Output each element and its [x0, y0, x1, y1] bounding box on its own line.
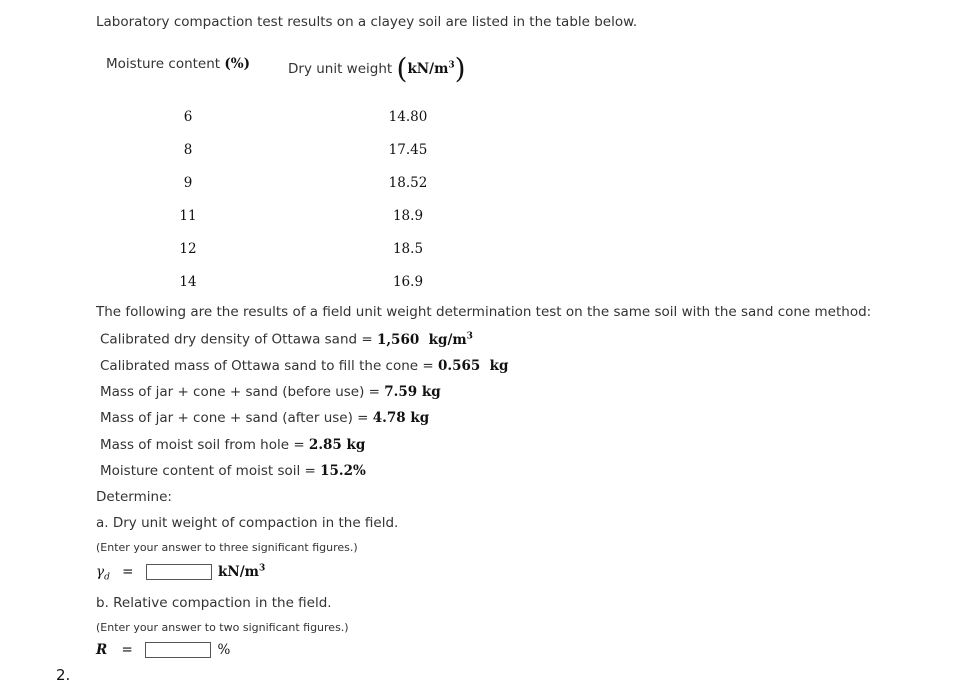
row-3-moisture: 9 [183, 175, 193, 191]
row-2-weight: 17.45 [388, 142, 428, 158]
row-2-moisture: 8 [183, 142, 193, 158]
field-mc-value: 15.2% [320, 463, 366, 479]
unit-m: /m [429, 61, 449, 78]
determine-label: Determine: [96, 489, 172, 505]
part-a-unit-exp: 3 [258, 563, 266, 573]
row-4-weight: 18.9 [392, 208, 424, 224]
row-1-weight: 14.80 [388, 109, 428, 125]
gamma-symbol: γ [96, 563, 105, 580]
field-mc-label: Moisture content of moist soil = [100, 463, 321, 479]
intro-text: Laboratory compaction test results on a clayey soil are listed in the table below. [96, 14, 638, 30]
density-unit: kg/m [428, 331, 467, 348]
col-header-moisture [106, 56, 250, 72]
relative-compaction-input[interactable] [145, 642, 211, 658]
field-moist-line [100, 437, 365, 453]
row-1-moisture: 6 [183, 109, 193, 125]
density-exp: 3 [466, 331, 473, 341]
right-paren: ) [454, 52, 466, 85]
density-number: 1,560 [376, 331, 420, 348]
part-a-symbol [96, 563, 110, 583]
row-3-weight: 18.52 [388, 175, 428, 191]
part-a-unit-text: kN/m [218, 563, 259, 580]
field-density-value [377, 332, 473, 348]
field-cone-line [100, 358, 508, 374]
col-header-weight-unit [407, 61, 454, 77]
part-b-label: b. Relative compaction in the field. [96, 595, 332, 611]
part-a-label: a. Dry unit weight of compaction in the field. [96, 515, 399, 531]
row-5-weight: 18.5 [392, 241, 424, 257]
row-4-moisture: 11 [179, 208, 197, 224]
field-mc-line [100, 463, 366, 479]
field-before-value: 7.59 kg [384, 384, 441, 400]
field-moist-label: Mass of moist soil from hole = [100, 437, 309, 453]
part-a-hint: (Enter your answer to three significant figures.) [96, 541, 358, 554]
field-cone-label: Calibrated mass of Ottawa sand to fill the cone = [100, 358, 438, 374]
gamma-subscript: d [104, 572, 110, 583]
field-after-line [100, 410, 429, 426]
col-header-weight [288, 52, 466, 85]
cone-unit: kg [489, 358, 509, 374]
part-b-hint: (Enter your answer to two significant figures.) [96, 621, 349, 634]
part-a-answer-row [96, 563, 265, 582]
field-cone-value [438, 358, 508, 374]
part-b-unit: % [217, 642, 231, 658]
col-header-weight-text: Dry unit weight [288, 61, 393, 77]
row-6-moisture: 14 [179, 274, 197, 290]
part-b-answer-row [96, 642, 230, 658]
part-a-equals: = [122, 563, 134, 580]
field-density-line [100, 331, 473, 348]
field-before-label: Mass of jar + cone + sand (before use) = [100, 384, 385, 400]
left-paren: ( [396, 52, 408, 85]
field-density-label: Calibrated dry density of Ottawa sand = [100, 331, 377, 348]
part-a-unit [218, 564, 265, 580]
field-before-line [100, 384, 441, 400]
cone-number: 0.565 [437, 358, 481, 374]
row-6-weight: 16.9 [392, 274, 424, 290]
question-number: 2. [56, 666, 71, 684]
col-header-moisture-text: Moisture content [106, 56, 221, 72]
field-after-value: 4.78 kg [372, 410, 430, 426]
row-5-moisture: 12 [179, 241, 197, 257]
field-after-label: Mass of jar + cone + sand (after use) = [100, 410, 373, 426]
field-intro-text: The following are the results of a field unit weight determination test on the same soil with the sand cone method: [96, 304, 872, 320]
part-b-equals: = [121, 642, 133, 658]
col-header-moisture-unit: (%) [224, 56, 250, 72]
part-b-symbol: R [96, 642, 108, 658]
field-moist-value: 2.85 kg [308, 437, 366, 453]
unit-kn: kN [407, 61, 430, 78]
unit-exp: 3 [448, 60, 455, 71]
dry-unit-weight-input[interactable] [146, 564, 212, 580]
